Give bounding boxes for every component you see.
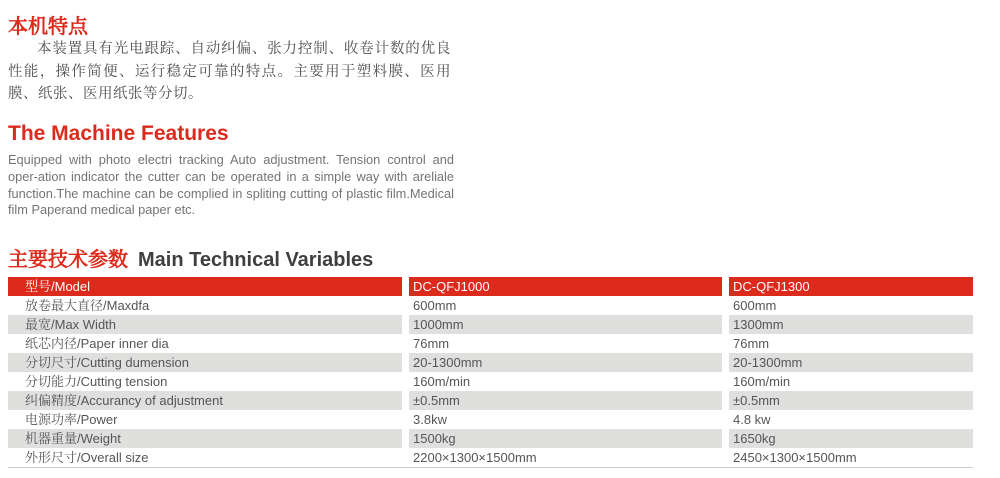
en-features-paragraph: Equipped with photo electri tracking Auto adjustment. Tension control and oper-ation indicator the cutter can be operated in a simple way with areliale function.The machine can be complied in spliting cutting of plastic film.Medical film Paperand medical paper etc. [8, 152, 454, 218]
spec-value-cell: ±0.5mm [729, 391, 973, 410]
table-row [8, 296, 973, 315]
en-features-title: The Machine Features [8, 122, 229, 145]
spec-value-cell: 600mm [729, 296, 973, 315]
spec-label-cell: 机器重量/Weight [8, 429, 402, 448]
spec-label-cell: 纸芯内径/Paper inner dia [8, 334, 402, 353]
table-row [8, 372, 973, 391]
spec-label-cell: 分切尺寸/Cutting dumension [8, 353, 402, 372]
spec-value-cell: 1650kg [729, 429, 973, 448]
spec-value-cell: 4.8 kw [729, 410, 973, 429]
spec-value-cell: 20-1300mm [729, 353, 973, 372]
table-row [8, 353, 973, 372]
spec-value-cell: 2450×1300×1500mm [729, 448, 973, 467]
spec-value-cell: 1500kg [409, 429, 722, 448]
table-row [8, 391, 973, 410]
model-header-cell: 型号/Model [8, 277, 402, 296]
specs-title-en: Main Technical Variables [138, 249, 374, 271]
table-row [8, 410, 973, 429]
spec-value-cell: 76mm [409, 334, 722, 353]
spec-label-cell: 最宽/Max Width [8, 315, 402, 334]
spec-value-cell: 1000mm [409, 315, 722, 334]
spec-value-cell: 2200×1300×1500mm [409, 448, 722, 467]
spec-label-cell: 纠偏精度/Accurancy of adjustment [8, 391, 402, 410]
table-row [8, 315, 973, 334]
table-row [8, 334, 973, 353]
spec-value-cell: 76mm [729, 334, 973, 353]
table-row [8, 448, 973, 467]
spec-value-cell: 160m/min [409, 372, 722, 391]
spec-value-cell: 160m/min [729, 372, 973, 391]
spec-value-cell: ±0.5mm [409, 391, 722, 410]
spec-value-cell: 1300mm [729, 315, 973, 334]
table-header-row [8, 277, 973, 296]
spec-label-cell: 外形尺寸/Overall size [8, 448, 402, 467]
spec-value-cell: 3.8kw [409, 410, 722, 429]
table-row [8, 429, 973, 448]
specs-title-cn: 主要技术参数 [8, 249, 128, 271]
model-dcqfj1000-header-cell: DC-QFJ1000 [409, 277, 722, 296]
cn-features-paragraph: 本装置具有光电跟踪、自动纠偏、张力控制、收卷计数的优良性能，操作简便、运行稳定可靠的特点。主要用于塑料膜、医用膜、纸张、医用纸张等分切。 [8, 41, 451, 102]
spec-table [8, 277, 973, 468]
spec-label-cell: 放卷最大直径/Maxdfa [8, 296, 402, 315]
cn-features-title: 本机特点 [8, 16, 88, 38]
spec-value-cell: 600mm [409, 296, 722, 315]
spec-label-cell: 电源功率/Power [8, 410, 402, 429]
specs-heading [8, 243, 373, 272]
spec-value-cell: 20-1300mm [409, 353, 722, 372]
spec-label-cell: 分切能力/Cutting tension [8, 372, 402, 391]
model-dcqfj1300-header-cell: DC-QFJ1300 [729, 277, 973, 296]
